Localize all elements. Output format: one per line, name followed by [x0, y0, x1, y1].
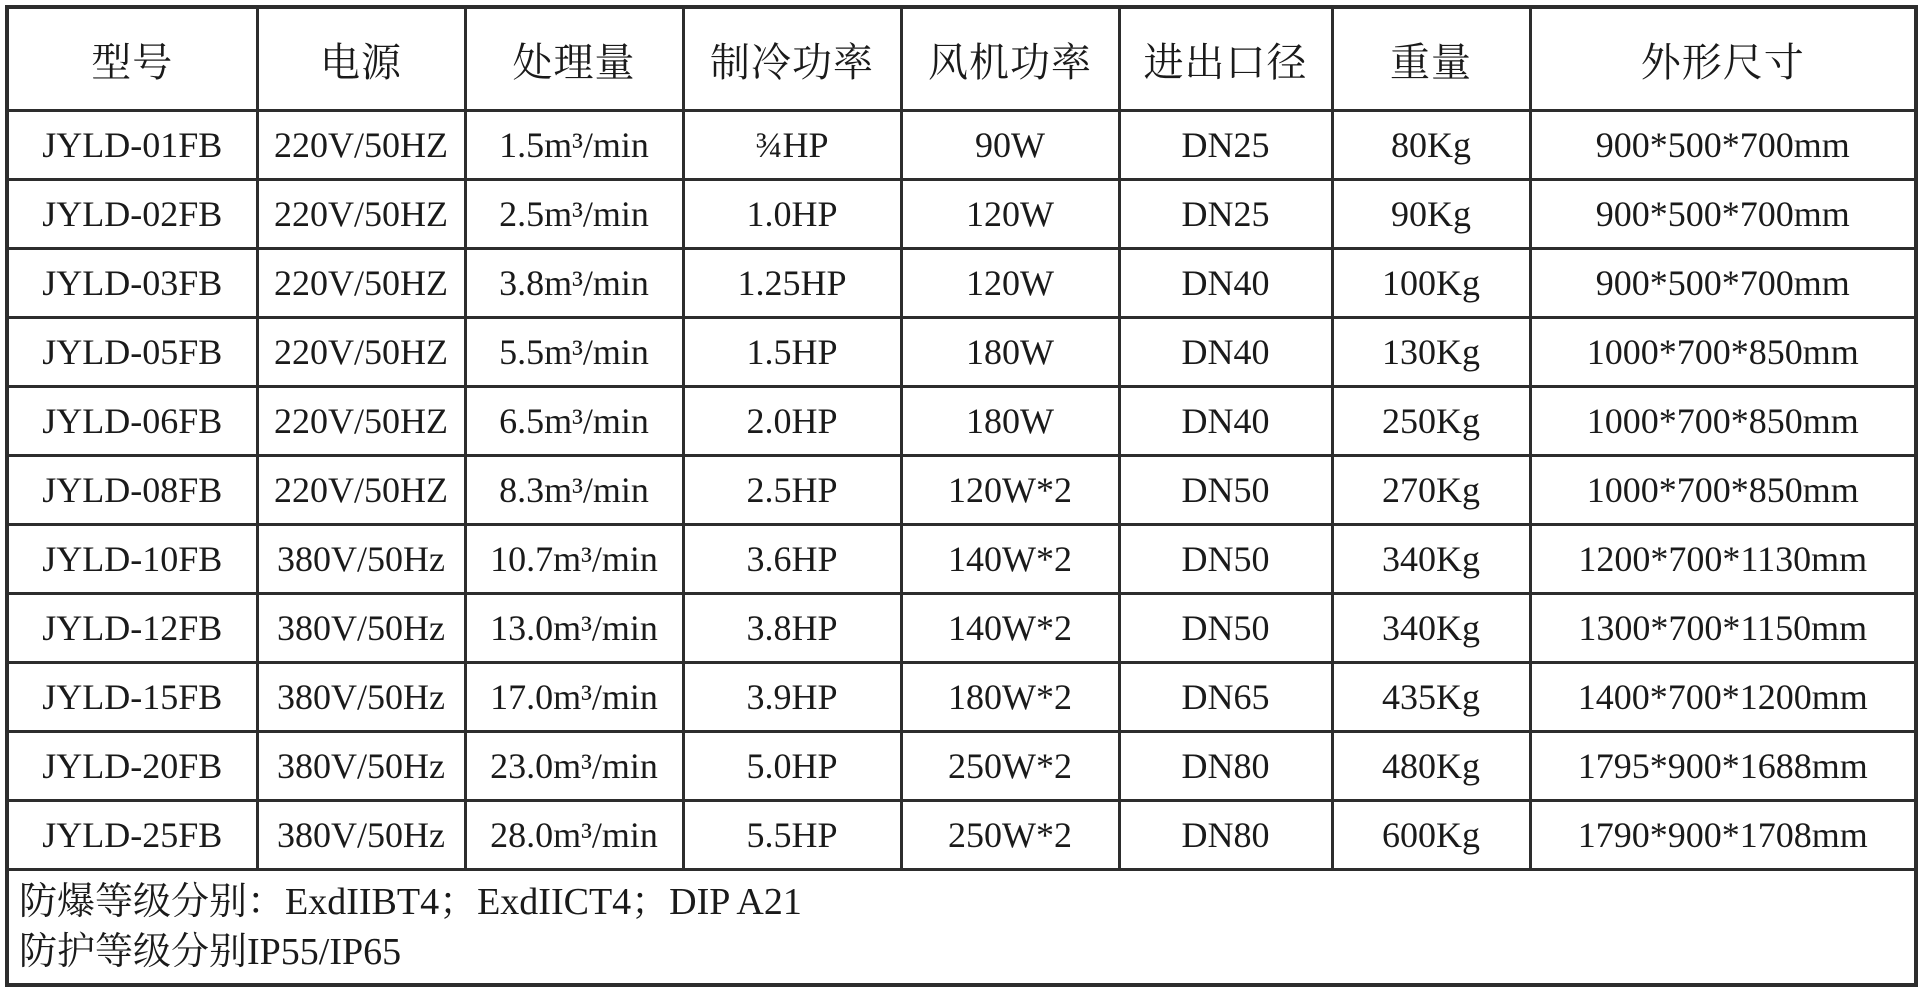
table-row	[7, 456, 1916, 525]
cell-fan: 250W*2	[901, 801, 1119, 870]
cell-capacity: 10.7m³/min	[465, 525, 683, 594]
footer-notes	[7, 870, 1916, 986]
cell-dimensions: 1000*700*850mm	[1530, 387, 1916, 456]
cell-capacity: 23.0m³/min	[465, 732, 683, 801]
cell-power: 380V/50Hz	[257, 594, 465, 663]
spec-table	[5, 5, 1918, 987]
table-row	[7, 663, 1916, 732]
cell-cooling: 3.6HP	[683, 525, 901, 594]
table-header	[7, 7, 1916, 111]
cell-diameter: DN80	[1119, 801, 1332, 870]
cell-power: 220V/50HZ	[257, 111, 465, 180]
cell-capacity: 6.5m³/min	[465, 387, 683, 456]
cell-model: JYLD-06FB	[7, 387, 257, 456]
cell-dimensions: 900*500*700mm	[1530, 180, 1916, 249]
cell-dimensions: 1300*700*1150mm	[1530, 594, 1916, 663]
cell-fan: 180W	[901, 318, 1119, 387]
cell-capacity: 8.3m³/min	[465, 456, 683, 525]
table-row	[7, 801, 1916, 870]
cell-diameter: DN50	[1119, 525, 1332, 594]
cell-weight: 340Kg	[1332, 594, 1530, 663]
footer-row	[7, 870, 1916, 986]
column-header-power: 电源	[257, 7, 465, 111]
cell-power: 380V/50Hz	[257, 525, 465, 594]
cell-cooling: 2.0HP	[683, 387, 901, 456]
cell-weight: 130Kg	[1332, 318, 1530, 387]
cell-power: 220V/50HZ	[257, 387, 465, 456]
table-body	[7, 111, 1916, 870]
cell-model: JYLD-15FB	[7, 663, 257, 732]
protection-rating-note: 防护等级分别IP55/IP65	[19, 931, 402, 974]
cell-cooling: 5.5HP	[683, 801, 901, 870]
cell-capacity: 5.5m³/min	[465, 318, 683, 387]
cell-cooling: 2.5HP	[683, 456, 901, 525]
cell-capacity: 13.0m³/min	[465, 594, 683, 663]
table-row	[7, 594, 1916, 663]
cell-dimensions: 900*500*700mm	[1530, 111, 1916, 180]
cell-cooling: ¾HP	[683, 111, 901, 180]
cell-diameter: DN40	[1119, 318, 1332, 387]
cell-weight: 340Kg	[1332, 525, 1530, 594]
table-row	[7, 732, 1916, 801]
column-header-diameter: 进出口径	[1119, 7, 1332, 111]
cell-model: JYLD-20FB	[7, 732, 257, 801]
column-header-capacity: 处理量	[465, 7, 683, 111]
table-footer	[7, 870, 1916, 986]
table-row	[7, 318, 1916, 387]
table-row	[7, 111, 1916, 180]
column-header-weight: 重量	[1332, 7, 1530, 111]
cell-cooling: 3.8HP	[683, 594, 901, 663]
cell-diameter: DN50	[1119, 594, 1332, 663]
cell-fan: 140W*2	[901, 525, 1119, 594]
cell-weight: 100Kg	[1332, 249, 1530, 318]
cell-model: JYLD-12FB	[7, 594, 257, 663]
cell-dimensions: 1790*900*1708mm	[1530, 801, 1916, 870]
cell-fan: 180W	[901, 387, 1119, 456]
cell-weight: 270Kg	[1332, 456, 1530, 525]
cell-fan: 140W*2	[901, 594, 1119, 663]
cell-model: JYLD-25FB	[7, 801, 257, 870]
cell-weight: 250Kg	[1332, 387, 1530, 456]
cell-diameter: DN65	[1119, 663, 1332, 732]
cell-dimensions: 1400*700*1200mm	[1530, 663, 1916, 732]
cell-diameter: DN50	[1119, 456, 1332, 525]
cell-weight: 90Kg	[1332, 180, 1530, 249]
cell-fan: 90W	[901, 111, 1119, 180]
cell-cooling: 3.9HP	[683, 663, 901, 732]
cell-dimensions: 1200*700*1130mm	[1530, 525, 1916, 594]
cell-power: 220V/50HZ	[257, 456, 465, 525]
cell-model: JYLD-02FB	[7, 180, 257, 249]
column-header-dimensions: 外形尺寸	[1530, 7, 1916, 111]
column-header-model: 型号	[7, 7, 257, 111]
cell-weight: 80Kg	[1332, 111, 1530, 180]
cell-weight: 480Kg	[1332, 732, 1530, 801]
cell-weight: 435Kg	[1332, 663, 1530, 732]
cell-capacity: 3.8m³/min	[465, 249, 683, 318]
cell-dimensions: 900*500*700mm	[1530, 249, 1916, 318]
table-row	[7, 249, 1916, 318]
table-row	[7, 387, 1916, 456]
cell-power: 220V/50HZ	[257, 180, 465, 249]
cell-cooling: 1.5HP	[683, 318, 901, 387]
column-header-cooling: 制冷功率	[683, 7, 901, 111]
cell-power: 380V/50Hz	[257, 801, 465, 870]
cell-weight: 600Kg	[1332, 801, 1530, 870]
cell-cooling: 1.0HP	[683, 180, 901, 249]
cell-capacity: 2.5m³/min	[465, 180, 683, 249]
cell-dimensions: 1795*900*1688mm	[1530, 732, 1916, 801]
explosion-proof-note: 防爆等级分别：ExdIIBT4；ExdIICT4；DIP A21	[19, 881, 802, 923]
cell-model: JYLD-01FB	[7, 111, 257, 180]
cell-power: 220V/50HZ	[257, 249, 465, 318]
header-row	[7, 7, 1916, 111]
cell-power: 220V/50HZ	[257, 318, 465, 387]
cell-dimensions: 1000*700*850mm	[1530, 318, 1916, 387]
cell-capacity: 28.0m³/min	[465, 801, 683, 870]
table-row	[7, 525, 1916, 594]
cell-model: JYLD-08FB	[7, 456, 257, 525]
cell-power: 380V/50Hz	[257, 663, 465, 732]
cell-fan: 120W	[901, 180, 1119, 249]
cell-capacity: 17.0m³/min	[465, 663, 683, 732]
cell-power: 380V/50Hz	[257, 732, 465, 801]
table-row	[7, 180, 1916, 249]
cell-diameter: DN25	[1119, 180, 1332, 249]
cell-diameter: DN25	[1119, 111, 1332, 180]
cell-model: JYLD-10FB	[7, 525, 257, 594]
cell-fan: 120W	[901, 249, 1119, 318]
cell-fan: 180W*2	[901, 663, 1119, 732]
cell-dimensions: 1000*700*850mm	[1530, 456, 1916, 525]
cell-fan: 250W*2	[901, 732, 1119, 801]
cell-diameter: DN80	[1119, 732, 1332, 801]
cell-diameter: DN40	[1119, 249, 1332, 318]
cell-capacity: 1.5m³/min	[465, 111, 683, 180]
cell-fan: 120W*2	[901, 456, 1119, 525]
cell-model: JYLD-03FB	[7, 249, 257, 318]
cell-diameter: DN40	[1119, 387, 1332, 456]
cell-cooling: 5.0HP	[683, 732, 901, 801]
cell-cooling: 1.25HP	[683, 249, 901, 318]
cell-model: JYLD-05FB	[7, 318, 257, 387]
column-header-fan: 风机功率	[901, 7, 1119, 111]
